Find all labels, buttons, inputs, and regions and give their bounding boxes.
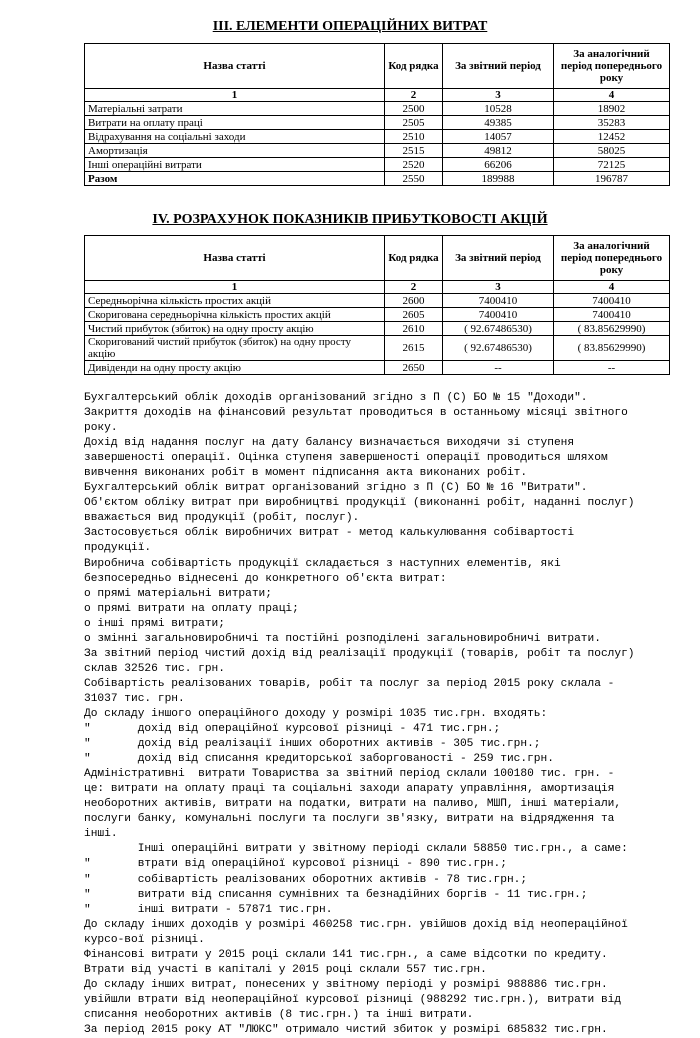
row-previous: 7400410 [554, 308, 670, 322]
col-num-2: 2 [385, 281, 443, 294]
col-num-4: 4 [554, 281, 670, 294]
note-line: " дохід від операційної курсової різниці - 471 тис.грн.; [84, 723, 501, 736]
row-current: 7400410 [443, 308, 554, 322]
col-num-4: 4 [554, 89, 670, 102]
note-line: Виробнича собівартість продукції складається з наступних елементів, які [84, 557, 561, 570]
note-line: це: витрати на оплату праці та соціальні заходи апарату управління, амортизація [84, 783, 615, 796]
note-line: Дохід від надання послуг на дату балансу визначається виходячи зі ступеня [84, 437, 575, 450]
row-name: Середньорічна кількість простих акцій [85, 294, 385, 308]
row-code: 2505 [385, 116, 443, 130]
col-num-1: 1 [85, 281, 385, 294]
note-line: До складу інших доходів у розмірі 460258 тис.грн. увійшов дохід від неопераційної [84, 918, 628, 931]
row-name: Матеріальні затрати [85, 102, 385, 116]
row-previous: 72125 [554, 158, 670, 172]
note-line: увійшли втрати від неопераційної курсової різниці (988292 тис.грн.), витрати від [84, 993, 622, 1006]
note-line: завершеності операції. Оцінка ступеня завершеності операції проводиться шляхом [84, 452, 608, 465]
row-name: Витрати на оплату праці [85, 116, 385, 130]
note-line: Адміністративні витрати Товариства за звітний період склали 100180 тис. грн. - [84, 768, 615, 781]
table-row [85, 102, 670, 116]
row-current: 66206 [443, 158, 554, 172]
row-name: Разом [85, 172, 385, 186]
col-num-3: 3 [443, 281, 554, 294]
row-code: 2600 [385, 294, 443, 308]
row-name: Інші операційні витрати [85, 158, 385, 172]
note-line: Інші операційні витрати у звітному періоді склали 58850 тис.грн., а саме: [84, 843, 628, 856]
column-number-row [85, 281, 670, 294]
note-line: о інші прямі витрати; [84, 617, 225, 630]
note-line: списання необоротних активів (8 тис.грн.) та інші витрати. [84, 1008, 474, 1021]
col-num-2: 2 [385, 89, 443, 102]
table-row [85, 308, 670, 322]
note-line: року. [84, 422, 118, 435]
note-line: " дохід від списання кредиторської заборгованості - 259 тис.грн. [84, 753, 554, 766]
note-line: послуги банку, комунальні послуги та послуги зв'язку, витрати на відрядження та [84, 813, 615, 826]
note-line: курсо-вої різниці. [84, 933, 205, 946]
table-row [85, 130, 670, 144]
row-previous: ( 83.85629990) [554, 336, 670, 361]
row-previous: ( 83.85629990) [554, 322, 670, 336]
row-current: -- [443, 361, 554, 375]
table-row [85, 294, 670, 308]
section-4-title: IV. РОЗРАХУНОК ПОКАЗНИКІВ ПРИБУТКОВОСТІ АКЦІЙ [152, 212, 548, 227]
note-line: о прямі матеріальні витрати; [84, 587, 272, 600]
note-line: вивчення виконаних робіт в момент підписання акта виконаних робіт. [84, 467, 528, 480]
note-line: " інші витрати - 57871 тис.грн. [84, 903, 333, 916]
share-profitability-table [84, 235, 670, 375]
row-name: Відрахування на соціальні заходи [85, 130, 385, 144]
note-line: Втрати від участі в капіталі у 2015 році склали 557 тис.грн. [84, 963, 487, 976]
note-line: Бухгалтерський облік витрат організований згідно з П (С) БО № 16 "Витрати". [84, 482, 588, 495]
header-current-period: За звітний період [443, 44, 554, 89]
header-line-code: Код рядка [385, 44, 443, 89]
row-previous: 18902 [554, 102, 670, 116]
table-header-row [85, 44, 670, 89]
row-current: 49385 [443, 116, 554, 130]
row-name: Амортизація [85, 144, 385, 158]
header-previous-period: За аналогічний період попереднього року [554, 236, 670, 281]
note-line: вважається вид продукції (робіт, послуг). [84, 512, 360, 525]
note-line: Фінансові витрати у 2015 році склали 141 тис.грн., а саме відсотки по кредиту. [84, 948, 608, 961]
row-current: 189988 [443, 172, 554, 186]
note-line: інші. [84, 828, 118, 841]
note-line: Бухгалтерський облік доходів організований згідно з П (С) БО № 15 "Доходи". [84, 392, 588, 404]
header-previous-period: За аналогічний період попереднього року [554, 44, 670, 89]
header-current-period: За звітний період [443, 236, 554, 281]
note-line: До складу інших витрат, понесених у звітному періоді у розмірі 988886 тис.грн. [84, 978, 608, 991]
row-current: 7400410 [443, 294, 554, 308]
row-code: 2520 [385, 158, 443, 172]
row-code: 2650 [385, 361, 443, 375]
operating-expenses-table [84, 43, 670, 186]
note-line: Об'єктом обліку витрат при виробництві продукції (виконанні робіт, наданні послуг) [84, 497, 635, 510]
note-line: " витрати від списання сумнівних та безнадійних боргів - 11 тис.грн.; [84, 888, 588, 901]
row-previous: 12452 [554, 130, 670, 144]
row-code: 2550 [385, 172, 443, 186]
table-row [85, 144, 670, 158]
note-line: Закриття доходів на фінансовий результат проводиться в останньому місяці звітного [84, 407, 628, 420]
note-line: За період 2015 року АТ "ЛЮКС" отримало чистий збиток у розмірі 685832 тис.грн. [84, 1023, 608, 1036]
row-code: 2510 [385, 130, 443, 144]
note-line: " втрати від операційної курсової різниці - 890 тис.грн.; [84, 858, 507, 871]
row-current: ( 92.67486530) [443, 336, 554, 361]
note-line: Застосовується облік виробничих витрат - метод калькулювання собівартості [84, 527, 575, 540]
row-current: 10528 [443, 102, 554, 116]
row-name: Чистий прибуток (збиток) на одну просту акцію [85, 322, 385, 336]
row-current: 14057 [443, 130, 554, 144]
note-line: Собівартість реалізованих товарів, робіт та послуг за період 2015 року склала - [84, 677, 615, 690]
note-line: продукції. [84, 542, 152, 555]
row-previous: 35283 [554, 116, 670, 130]
row-previous: 7400410 [554, 294, 670, 308]
note-line: 31037 тис. грн. [84, 692, 185, 705]
row-code: 2605 [385, 308, 443, 322]
row-previous: 58025 [554, 144, 670, 158]
table-row [85, 322, 670, 336]
row-current: 49812 [443, 144, 554, 158]
table-row [85, 361, 670, 375]
note-line: о прямі витрати на оплату праці; [84, 602, 299, 615]
col-num-3: 3 [443, 89, 554, 102]
note-line: склав 32526 тис. грн. [84, 662, 225, 675]
table-row-total [85, 172, 670, 186]
row-previous: -- [554, 361, 670, 375]
row-current: ( 92.67486530) [443, 322, 554, 336]
header-item-name: Назва статті [85, 44, 385, 89]
note-line: " дохід від реалізації інших оборотних активів - 305 тис.грн.; [84, 738, 541, 751]
table-row [85, 158, 670, 172]
row-name: Скоригований чистий прибуток (збиток) на одну просту акцію [85, 336, 385, 361]
column-number-row [85, 89, 670, 102]
note-line: За звітний період чистий дохід від реалізації продукції (товарів, робіт та послуг) [84, 647, 635, 660]
note-line: необоротних активів, витрати на податки, витрати на паливо, МШП, інші матеріали, [84, 798, 622, 811]
row-code: 2500 [385, 102, 443, 116]
header-item-name: Назва статті [85, 236, 385, 281]
table-row [85, 116, 670, 130]
table-header-row [85, 236, 670, 281]
note-line: " собівартість реалізованих оборотних активів - 78 тис.грн.; [84, 873, 528, 886]
note-line: До складу іншого операційного доходу у розмірі 1035 тис.грн. входять: [84, 707, 548, 720]
explanatory-notes [84, 391, 674, 1038]
row-previous: 196787 [554, 172, 670, 186]
row-code: 2610 [385, 322, 443, 336]
col-num-1: 1 [85, 89, 385, 102]
row-name: Скоригована середньорічна кількість простих акцій [85, 308, 385, 322]
row-name: Дивіденди на одну просту акцію [85, 361, 385, 375]
section-3-title: III. ЕЛЕМЕНТИ ОПЕРАЦІЙНИХ ВИТРАТ [212, 19, 488, 34]
note-line: безпосередньо віднесені до конкретного об'єкта витрат: [84, 572, 447, 585]
table-row [85, 336, 670, 361]
note-line: о змінні загальновиробничі та постійні розподілені загальновиробничі витрати. [84, 632, 601, 645]
header-line-code: Код рядка [385, 236, 443, 281]
row-code: 2615 [385, 336, 443, 361]
row-code: 2515 [385, 144, 443, 158]
